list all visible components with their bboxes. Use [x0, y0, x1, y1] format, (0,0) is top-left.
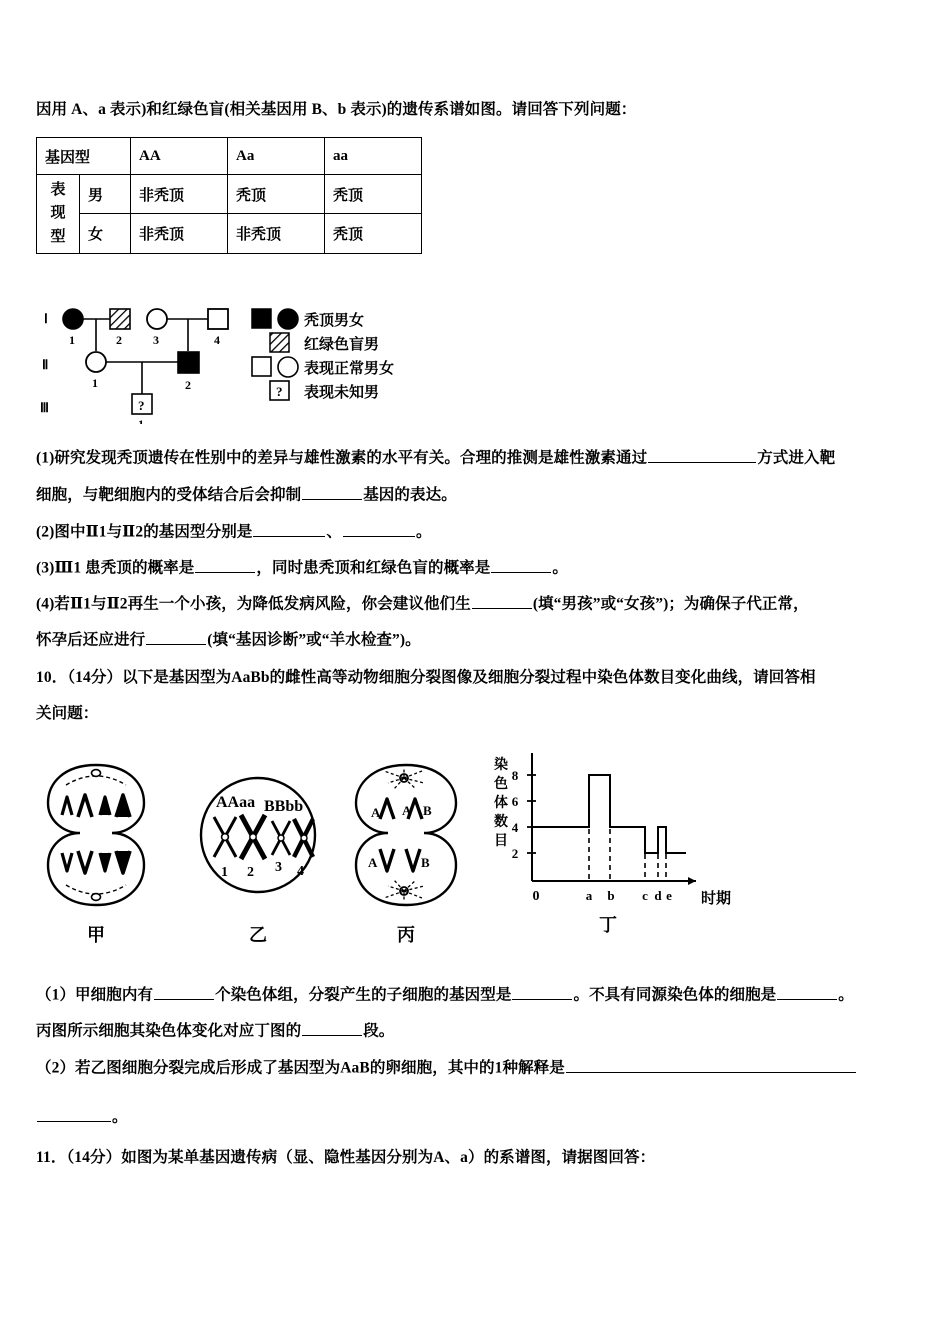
- q9-1-blank-1[interactable]: [648, 447, 756, 463]
- q9-3-line: [36, 557, 568, 578]
- q10-1-blank-4[interactable]: [302, 1020, 362, 1036]
- pedigree-individual-I-3: [147, 309, 167, 329]
- q9-2-line: [36, 521, 432, 542]
- chart-xtick-label-a: a: [585, 888, 593, 903]
- table-header-row: [37, 138, 422, 175]
- pedigree-individual-I-4: [208, 309, 228, 329]
- q9-2-blank-2[interactable]: [343, 521, 415, 537]
- yi-number-4: 4: [297, 864, 304, 879]
- pedigree-individual-II-1: [86, 352, 106, 372]
- q9-3-text-b: ，同时患秃顶和红绿色盲的概率是: [256, 559, 491, 577]
- chart-x-axis-arrow: [688, 877, 696, 885]
- header-genotype: 基因型: [37, 138, 131, 175]
- cell-male-aa: 秃顶: [325, 175, 422, 214]
- bing-label-top-A2: A: [402, 803, 412, 818]
- genotype-phenotype-table: [36, 137, 422, 254]
- q9-4-text-d: (填“基因诊断”或“羊水检查”)。: [207, 631, 421, 649]
- generation-label-I: Ⅰ: [44, 311, 48, 326]
- item-10-score: （14分）: [67, 669, 123, 686]
- intro-line: 因用 A、a 表示)和红绿色盲(相关基因用 B、b 表示)的遗传系谱如图。请回答下列问题：: [36, 101, 637, 118]
- figure-caption-yi: 乙: [249, 925, 267, 945]
- yi-chrom2-centromere: [250, 834, 256, 840]
- item-11-stem-text: 如图为某单基因遗传病（显、隐性基因分别为A、a）的系谱图，请据图回答：: [121, 1149, 656, 1166]
- chart-xtick-label-d: d: [654, 888, 662, 903]
- q9-2-text-c: 。: [416, 523, 432, 541]
- bing-label-top-A1: A: [371, 805, 381, 820]
- chart-xtick-label-0: 0: [532, 889, 540, 904]
- q10-1-blank-1[interactable]: [154, 984, 214, 1000]
- q9-4-text-b: (填“男孩”或“女孩”)；为确保子代正常，: [532, 595, 809, 613]
- pedigree-label-II-2: 2: [185, 378, 191, 392]
- row-sex-male: 男: [80, 175, 131, 214]
- q9-3-blank-2[interactable]: [491, 557, 551, 573]
- figure-caption-bing: 丙: [397, 925, 415, 945]
- cell-male-AA: 非秃顶: [131, 175, 228, 214]
- generation-label-III: Ⅲ: [40, 400, 49, 415]
- q10-2-line2: [36, 1106, 128, 1127]
- cell-female-aa: 秃顶: [325, 214, 422, 253]
- legend-text-balding: 秃顶男女: [304, 313, 365, 329]
- pedigree-individual-I-1: [63, 309, 83, 329]
- cell-division-figures: [36, 745, 736, 955]
- phenotype-char-2: 现: [50, 205, 66, 222]
- yi-chrom1-centromere: [222, 834, 229, 841]
- legend-open-circle-icon: [278, 357, 298, 377]
- item-10-stem-line1: [36, 669, 816, 688]
- figures-svg: [36, 745, 736, 955]
- legend-text-colorblind: 红绿色盲男: [304, 337, 380, 353]
- pedigree-label-I-2: 2: [116, 333, 122, 347]
- chart-ytick-label-2: 2: [511, 846, 519, 861]
- item-10-stem-line2: 关问题：: [36, 705, 99, 722]
- yi-chrom3-centromere: [278, 835, 284, 841]
- item-11-number: 11．: [36, 1149, 67, 1166]
- item-11-score: （14分）: [66, 1149, 122, 1166]
- q9-4-text-a: (4)若Ⅱ1与Ⅱ2再生一个小孩，为降低发病风险，你会建议他们生: [36, 595, 471, 613]
- row-sex-female: 女: [80, 214, 131, 253]
- chart-ylabel-char-2: 色: [494, 777, 508, 792]
- q10-1-text-b: 个染色体组，分裂产生的子细胞的基因型是: [215, 986, 512, 1004]
- yi-gene-label-B: BBbb: [264, 798, 304, 815]
- q9-2-blank-1[interactable]: [253, 521, 325, 537]
- q10-2-line1: [36, 1057, 857, 1078]
- q10-1-text-c: 。不具有同源染色体的细胞是: [573, 986, 777, 1004]
- item-10-number: 10．: [36, 669, 68, 686]
- pedigree-individual-I-2: [110, 309, 130, 329]
- q10-1-line2: [36, 1020, 394, 1041]
- phenotype-char-3: 型: [50, 228, 66, 245]
- q9-4-blank-1[interactable]: [472, 593, 532, 609]
- q10-2-text-a: （2）若乙图细胞分裂完成后形成了基因型为AaB的卵细胞，其中的1种解释是: [36, 1059, 565, 1077]
- bing-label-bottom-B: B: [421, 855, 430, 870]
- legend-filled-circle-icon: [278, 309, 298, 329]
- chart-xtick-label-e: e: [666, 888, 672, 903]
- pedigree-label-I-3: 3: [153, 333, 159, 347]
- q9-1-text-b: 方式进入靶: [757, 449, 836, 467]
- yi-number-1: 1: [221, 865, 228, 880]
- chart-xtick-label-b: b: [607, 888, 615, 903]
- pedigree-label-I-4: 4: [214, 333, 220, 347]
- yi-chrom4-centromere: [301, 835, 307, 841]
- table-row: [37, 214, 422, 253]
- chart-ylabel-char-3: 体: [494, 796, 508, 811]
- cell-female-AA: 非秃顶: [131, 214, 228, 253]
- header-AA: AA: [131, 138, 228, 175]
- legend-text-normal: 表现正常男女: [304, 361, 395, 377]
- q9-3-text-c: 。: [552, 559, 568, 577]
- q9-1-line1: [36, 447, 835, 468]
- figure-caption-jia: 甲: [87, 925, 105, 945]
- q9-1-text-a: (1)研究发现秃顶遗传在性别中的差异与雄性激素的水平有关。合理的推测是雄性激素通过: [36, 449, 648, 467]
- chart-ytick-label-8: 8: [511, 768, 519, 783]
- jia-centrosome-bottom: [92, 894, 101, 901]
- q10-1-text-d: 。: [838, 986, 854, 1004]
- figure-bing: [356, 765, 456, 905]
- q9-1-line2: [36, 484, 457, 505]
- item-11-stem: [36, 1149, 655, 1168]
- jia-cell-outline: [48, 765, 144, 905]
- chart-xtick-label-c: c: [642, 888, 648, 903]
- q9-4-line1: [36, 593, 809, 614]
- phenotype-char-1: 表: [50, 182, 66, 198]
- q9-4-text-c: 怀孕后还应进行: [36, 631, 146, 649]
- chart-ylabel-char-4: 数: [494, 815, 508, 830]
- item-10-stem-a: 以下是基因型为AaBb的雌性高等动物细胞分裂图像及细胞分裂过程中染色体数目变化曲线，请回答相: [122, 669, 816, 686]
- q10-1-line1: [36, 984, 854, 1005]
- chart-xlabel: 时期: [701, 891, 732, 907]
- legend-text-unknown: 表现未知男: [304, 385, 380, 401]
- chart-ytick-label-4: 4: [511, 820, 519, 835]
- chart-step-curve: [532, 775, 686, 853]
- q10-2-text-b: 。: [112, 1108, 128, 1126]
- pedigree-chart: [36, 306, 396, 424]
- figure-ding-chart: [493, 753, 731, 907]
- q9-3-text-a: (3)Ⅲ1 患秃顶的概率是: [36, 559, 195, 577]
- legend-hatched-square-icon: [270, 333, 289, 352]
- q9-4-line2: [36, 629, 421, 650]
- q9-2-text-b: 、: [326, 523, 343, 541]
- chart-ylabel-char-5: 目: [494, 834, 508, 849]
- yi-number-2: 2: [247, 865, 254, 880]
- q10-2-blank-1[interactable]: [566, 1057, 856, 1073]
- figure-jia: [48, 765, 144, 905]
- legend-question-mark: ?: [276, 384, 283, 399]
- q9-2-text-a: (2)图中Ⅱ1与Ⅱ2的基因型分别是: [36, 523, 253, 541]
- pedigree-label-III-1: 1: [138, 417, 144, 424]
- bing-label-bottom-A: A: [368, 855, 378, 870]
- q10-1-blank-2[interactable]: [512, 984, 572, 1000]
- q9-3-blank-1[interactable]: [195, 557, 255, 573]
- cell-male-Aa: 秃顶: [228, 175, 325, 214]
- pedigree-label-I-1: 1: [69, 333, 75, 347]
- figure-yi: [201, 778, 315, 892]
- q10-1-blank-3[interactable]: [777, 984, 837, 1000]
- pedigree-unknown-symbol: ?: [138, 398, 145, 413]
- pedigree-individual-II-2: [178, 352, 199, 373]
- q10-1-text-e: 丙图所示细胞其染色体变化对应丁图的: [36, 1022, 302, 1040]
- yi-number-3: 3: [275, 860, 282, 875]
- chart-ytick-label-6: 6: [511, 794, 519, 809]
- header-Aa: Aa: [228, 138, 325, 175]
- legend-filled-square-icon: [252, 309, 271, 328]
- cell-female-Aa: 非秃顶: [228, 214, 325, 253]
- row-group-label-phenotype: [37, 175, 80, 254]
- q9-1-blank-2[interactable]: [302, 484, 362, 500]
- pedigree-svg: [36, 306, 396, 424]
- generation-label-II: Ⅱ: [42, 357, 49, 372]
- legend-open-square-icon: [252, 357, 271, 376]
- jia-centrosome-top: [92, 770, 101, 777]
- q9-1-text-c: 细胞，与靶细胞内的受体结合后会抑制: [36, 486, 302, 504]
- q9-4-blank-2[interactable]: [146, 629, 206, 645]
- q9-1-text-d: 基因的表达。: [363, 486, 457, 504]
- pedigree-label-II-1: 1: [92, 376, 98, 390]
- header-aa: aa: [325, 138, 422, 175]
- chart-ylabel-char-1: 染: [494, 758, 508, 773]
- bing-label-top-B: B: [423, 803, 432, 818]
- q10-2-blank-2[interactable]: [37, 1106, 111, 1122]
- table-row: [37, 175, 422, 214]
- q10-1-text-a: （1）甲细胞内有: [36, 986, 154, 1004]
- figure-caption-ding: 丁: [599, 915, 617, 935]
- bing-cell-outline: [356, 765, 456, 905]
- q10-1-text-f: 段。: [363, 1022, 395, 1040]
- yi-gene-label-A: AAaa: [216, 794, 256, 811]
